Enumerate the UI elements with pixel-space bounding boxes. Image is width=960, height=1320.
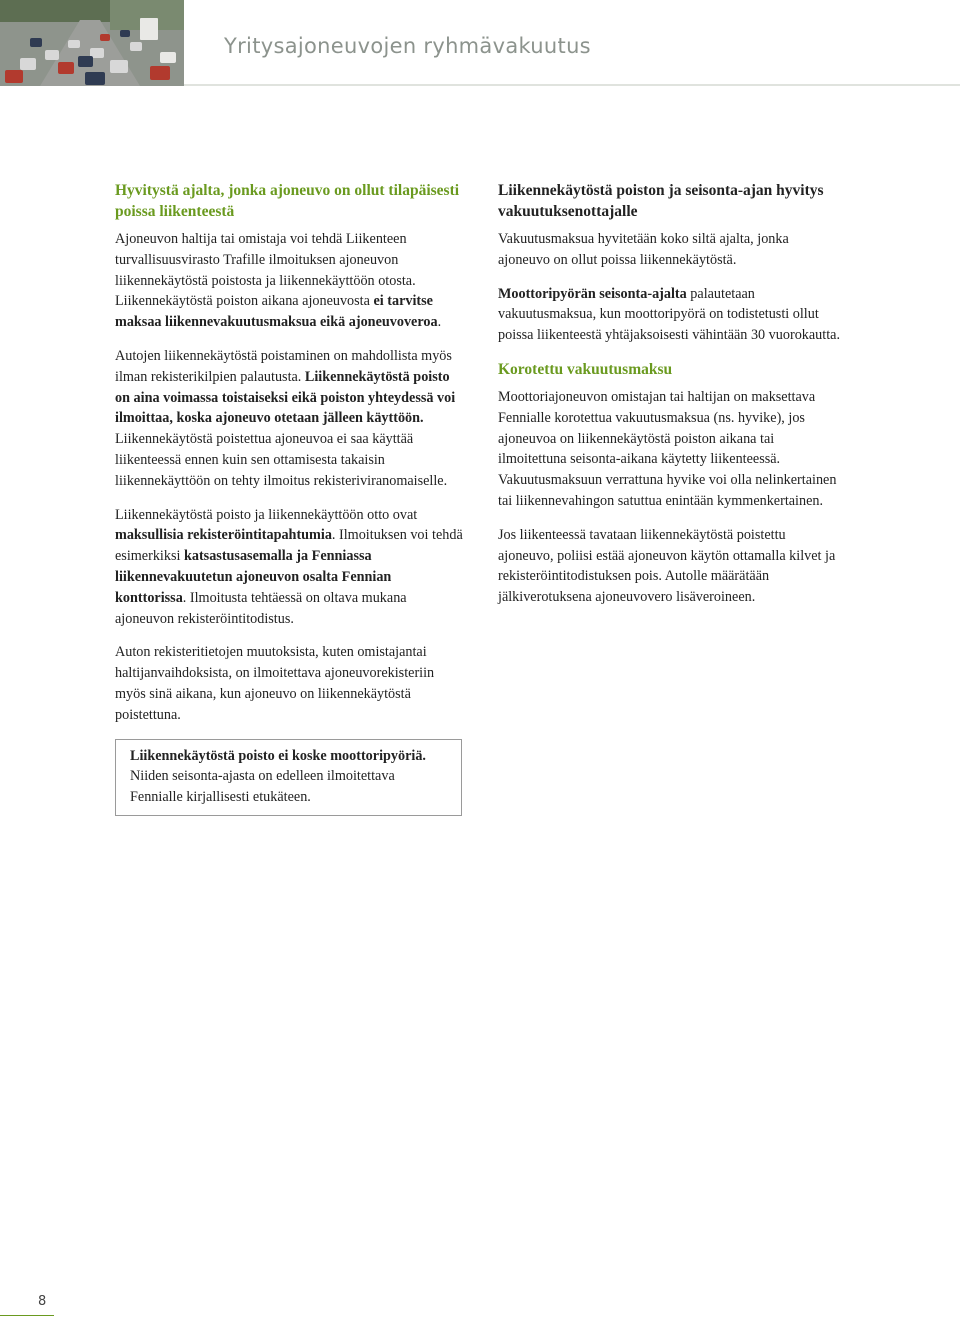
text-segment: . [437,314,442,331]
paragraph-increased-premium: Moottoriajoneuvon omistajan tai haltijan on maksettava Fennialle korotettua vakuutusmaksua (ns. hyvike), jos ajoneuvoa on liikennekäytöstä poiston aikana tai ilmoitettuna seisonta-aikana käytetty liikenteessä. Vakuutusmaksuun verrattuna hyvike voi olla nelinkertainen tai liikennevahingon satuttua enintään kymmenkertainen. [498,388,837,509]
paragraph-refund: Vakuutusmaksua hyvitetään koko siltä ajalta, jonka ajoneuvo on ollut poissa liikennekäytöstä. [498,231,789,268]
bold-segment: maksullisia rekisteröintitapahtumia [115,527,332,544]
left-column [115,180,465,816]
text-segment: . Ilmoitusta tehtäessä on oltava mukana ajoneuvon rekisteröintitodistus. [115,589,407,627]
bold-segment: Liikennekäytöstä poisto ei koske moottoripyöriä. [130,747,426,764]
page-number-rule [0,1315,54,1316]
header-divider [184,84,960,86]
section-heading-refund: Liikennekäytöstä poiston ja seisonta-ajan hyvitys vakuutuksenottajalle [498,182,824,220]
paragraph-removal [115,346,465,492]
bold-segment: Liikennekäytöstä poisto on aina voimassa toistaiseksi eikä poiston yhteydessä voi ilmoittaa, koska ajoneuvo otetaan jälleen käyttöön. [115,368,456,427]
text-segment: Liikennekäytöstä poistettua ajoneuvoa ei saa käyttää liikenteessä ennen kuin sen ottamisesta takaisin liikennekäyttöön on tehty ilmoitus rekisteriviranomaiselle. [115,431,448,489]
text-segment: Niiden seisonta-ajasta on edelleen ilmoitettava Fennialle kirjallisesti etukäteen. [130,768,395,806]
page-number: 8 [38,1294,47,1309]
text-segment: Autojen liikennekäytöstä poistaminen on mahdollista myös ilman rekisterikilpien palautusta. [115,347,452,385]
section-heading-increased-premium: Korotettu vakuutusmaksu [498,360,673,378]
paragraph-motorcycle-refund [498,284,843,346]
text-segment: palautetaan vakuutusmaksua, kun moottoripyörä on todistetusti ollut poissa liikenteestä yhtäjaksoisesti vähintään 30 vuorokautta. [498,285,840,344]
notice-box-motorcycles [115,739,462,816]
page-header-title: Yritysajoneuvojen ryhmävakuutus [224,34,591,58]
paragraph-registry-changes: Auton rekisteritietojen muutoksista, kuten omistajantai haltijanvaihdoksista, on ilmoitettava ajoneuvorekisteriin myös sinä aikana, kun ajoneuvo on liikennekäytöstä poistettuna. [115,644,435,723]
section-heading-compensation: Hyvitystä ajalta, jonka ajoneuvo on ollut tilapäisesti poissa liikenteestä [115,182,460,220]
bold-segment: katsastusasemalla ja Fenniassa liikennevakuutetun ajoneuvon osalta Fennian konttorissa [115,548,392,606]
paragraph-police: Jos liikenteessä tavataan liikennekäytöstä poistettu ajoneuvo, poliisi estää ajoneuvon käytön ottamalla kilvet ja rekisteröintitodistuksen pois. Autolle määrätään jälkiverotuksena ajoneuvovero lisäveroineen. [498,526,836,606]
right-column [498,180,843,621]
bold-segment: Moottoripyörän seisonta-ajalta [498,285,687,302]
paragraph-fees [115,505,465,630]
bold-segment: ei tarvitse maksaa liikennevakuutusmaksua eikä ajoneuvoveroa [115,293,438,331]
text-segment: Ajoneuvon haltija tai omistaja voi tehdä Liikenteen turvallisuusvirasto Trafille ilmoituksen ajoneuvon liikennekäytöstä poistosta ja liikennekäyttöön otosta. Liikennekäytöstä poiston aikana ajoneuvosta [115,231,416,310]
paragraph-notification [115,229,465,333]
notice-text [130,746,447,808]
text-segment: Liikennekäytöstä poisto ja liikennekäyttöön otto ovat [115,506,418,523]
header-traffic-photo [0,0,184,86]
text-segment: . Ilmoituksen voi tehdä esimerkiksi [115,527,463,565]
